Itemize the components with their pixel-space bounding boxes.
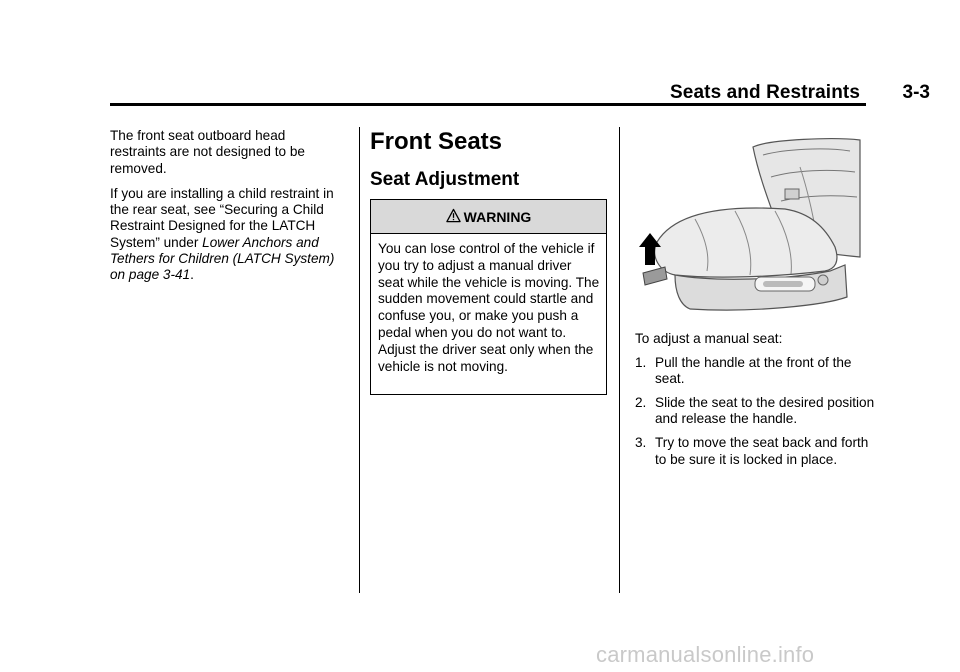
step-number: 3. [635, 434, 647, 450]
step-text: Pull the handle at the front of the seat. [655, 354, 852, 387]
list-item [635, 355, 875, 388]
manual-seat-illustration [635, 137, 861, 319]
paragraph-text: If you are installing a child restraint in the rear seat, see “Securing a Child Restraint Designed for the LATCH System” under [110, 185, 334, 250]
watermark: carmanualsonline.info [596, 642, 815, 667]
step-number: 1. [635, 354, 647, 370]
warning-header [371, 200, 606, 234]
right-column [635, 331, 875, 475]
list-item [635, 435, 875, 468]
section-title: Seats and Restraints [670, 82, 860, 103]
left-column [110, 128, 342, 292]
steps-list [635, 355, 875, 469]
column-divider-right [619, 127, 620, 593]
warning-title: WARNING [463, 208, 532, 225]
page-header [0, 0, 960, 110]
paragraph: The front seat outboard head restraints are not designed to be removed. [110, 128, 305, 176]
step-number: 2. [635, 394, 647, 410]
list-item [635, 395, 875, 428]
subsection-heading: Seat Adjustment [370, 169, 520, 190]
middle-column [370, 128, 610, 192]
warning-box [370, 199, 607, 395]
instructions-intro: To adjust a manual seat: [635, 331, 783, 346]
step-text: Try to move the seat back and forth to be sure it is locked in place. [655, 434, 869, 467]
paragraph-latch [110, 186, 342, 284]
step-text: Slide the seat to the desired position and release the handle. [655, 394, 875, 427]
warning-text: You can lose control of the vehicle if you try to adjust a manual driver seat while the vehicle is moving. The sudden movement could startle and confuse you, or make you push a pedal when you do not want to. Adjust the driver seat only when the vehicle is not moving. [378, 241, 600, 374]
page-number: 3-3 [902, 82, 930, 103]
column-divider-left [359, 127, 360, 593]
warning-triangle-icon [446, 208, 461, 226]
cross-reference-link[interactable]: Lower Anchors and Tethers for Children (LATCH System) on page 3-41 [110, 234, 335, 283]
section-heading: Front Seats [370, 128, 503, 155]
header-rule [110, 103, 866, 106]
paragraph-end: . [190, 267, 194, 283]
